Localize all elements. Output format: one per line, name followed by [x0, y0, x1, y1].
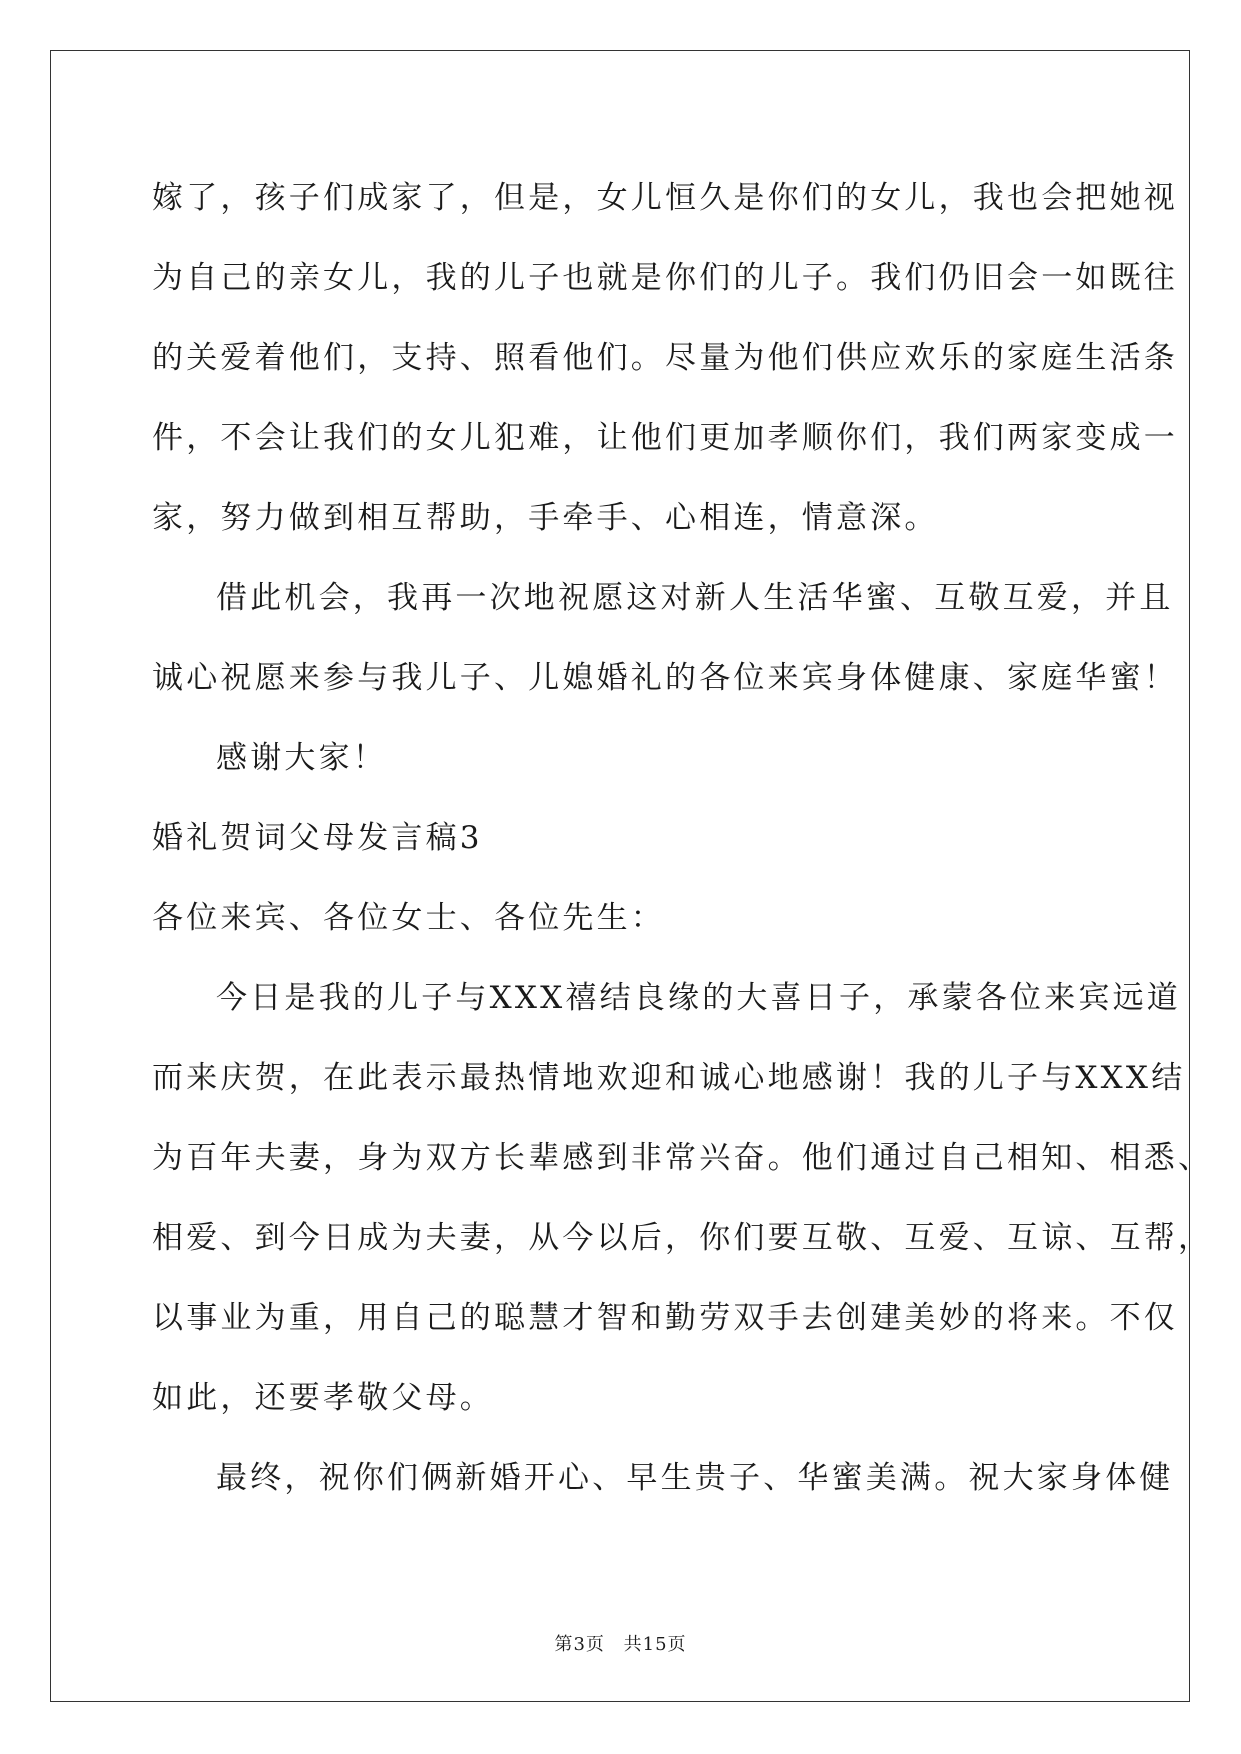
- page-number: 第3页: [554, 1634, 605, 1655]
- text-line-15: 以事业为重，用自己的聪慧才智和勤劳双手去创建美妙的将来。不仅: [152, 1300, 1178, 1336]
- page-footer: [0, 1630, 1241, 1656]
- text-line-4: 件，不会让我们的女儿犯难，让他们更加孝顺你们，我们两家变成一: [152, 420, 1178, 456]
- document-body: [152, 158, 1213, 1518]
- text-line-3: 的关爱着他们，支持、照看他们。尽量为他们供应欢乐的家庭生活条: [152, 340, 1178, 376]
- salutation: 各位来宾、各位女士、各位先生：: [152, 900, 665, 936]
- text-line-6: 借此机会，我再一次地祝愿这对新人生活华蜜、互敬互爱，并且: [216, 580, 1174, 616]
- text-line-1: 嫁了，孩子们成家了，但是，女儿恒久是你们的女儿，我也会把她视: [152, 180, 1178, 216]
- text-line-16: 如此，还要孝敬父母。: [152, 1380, 494, 1416]
- text-line-2: 为自己的亲女儿，我的儿子也就是你们的儿子。我们仍旧会一如既往: [152, 260, 1178, 296]
- text-line-12: 而来庆贺，在此表示最热情地欢迎和诚心地感谢！我的儿子与XXX结: [152, 1060, 1186, 1096]
- text-line-7: 诚心祝愿来参与我儿子、儿媳婚礼的各位来宾身体健康、家庭华蜜！: [152, 660, 1178, 696]
- page-total: 共15页: [623, 1634, 687, 1655]
- text-line-14: 相爱、到今日成为夫妻，从今以后，你们要互敬、互爱、互谅、互帮，: [152, 1220, 1213, 1256]
- text-line-13: 为百年夫妻，身为双方长辈感到非常兴奋。他们通过自己相知、相悉、: [152, 1140, 1213, 1176]
- text-line-17: 最终，祝你们俩新婚开心、早生贵子、华蜜美满。祝大家身体健: [216, 1460, 1174, 1496]
- text-line-8: 感谢大家！: [216, 740, 387, 776]
- section-heading: 婚礼贺词父母发言稿3: [152, 820, 483, 856]
- text-line-5: 家，努力做到相互帮助，手牵手、心相连，情意深。: [152, 500, 939, 536]
- text-line-11: 今日是我的儿子与XXX禧结良缘的大喜日子，承蒙各位来宾远道: [216, 980, 1182, 1016]
